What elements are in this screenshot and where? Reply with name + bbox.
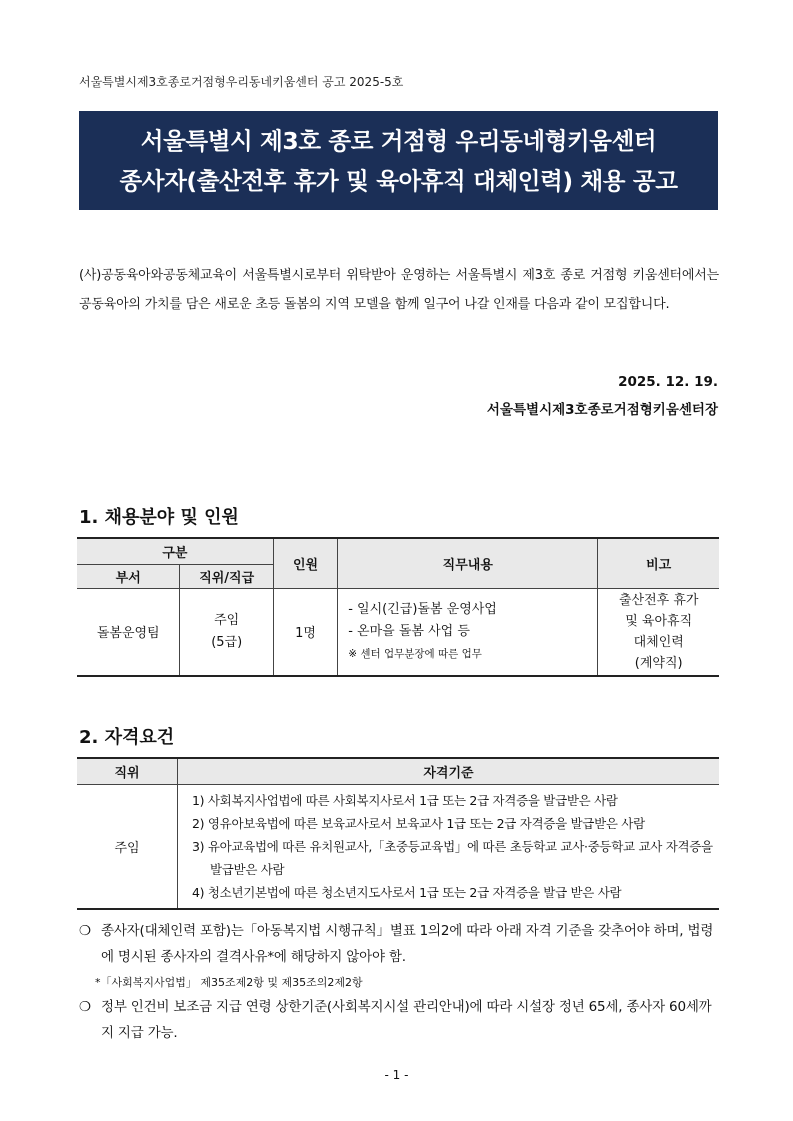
- bullet-circle-icon: ❍: [79, 923, 91, 939]
- duty-note: ※ 센터 업무분장에 따른 업무: [348, 647, 482, 660]
- qualification-table: [77, 757, 719, 910]
- header-dept: 부서: [77, 564, 180, 588]
- duty-item: - 온마을 돌봄 사업 등: [348, 623, 470, 639]
- bullet-item: [79, 918, 719, 970]
- header-position: 직위: [77, 758, 178, 784]
- remark-line: 출산전후 휴가: [618, 592, 699, 608]
- signer: 서울특별시제3호종로거점형키움센터장: [486, 402, 718, 418]
- criteria-cell: [178, 784, 720, 909]
- criteria-item: 1) 사회복지사업법에 따른 사회복지사로서 1급 또는 2급 자격증을 발급받은 사람: [192, 792, 618, 808]
- bullet-text: 정부 인건비 보조금 지급 연령 상한기준(사회복지시설 관리안내)에 따라 시설장 정년 65세, 종사자 60세까지 지급 가능.: [101, 999, 712, 1041]
- count-cell: 1명: [273, 588, 337, 676]
- bullet-text: 종사자(대체인력 포함)는「아동복지법 시행규칙」별표 1의2에 따라 아래 자격 기준을 갖추어야 하며, 법령에 명시된 종사자의 결격사유*에 해당하지 않아야 함.: [101, 923, 714, 965]
- remark-line: (계약직): [634, 655, 683, 671]
- criteria-item: 4) 청소년기본법에 따른 청소년지도사로서 1급 또는 2급 자격증을 발급 받은 사람: [192, 884, 622, 900]
- remarks-cell: [598, 588, 719, 676]
- table-row: [77, 588, 719, 676]
- remark-line: 및 육아휴직: [625, 613, 693, 629]
- position-cell: 주임: [77, 784, 178, 909]
- header-count: 인원: [273, 538, 337, 588]
- header-position: 직위/직급: [180, 564, 273, 588]
- table-row: [77, 784, 719, 909]
- criteria-item: 3) 유아교육법에 따른 유치원교사,「초중등교육법」에 따른 초등학교 교사·중등학교 교사 자격증을 발급받은 사람: [192, 838, 713, 877]
- title-line-2: 종사자(출산전후 휴가 및 육아휴직 대체인력) 채용 공고: [119, 167, 678, 195]
- section-1-title: 1. 채용분야 및 인원: [79, 507, 239, 528]
- title-banner: [79, 111, 718, 210]
- position-cell: [180, 588, 273, 676]
- page-number: - 1 -: [384, 1068, 409, 1082]
- signature-block: [487, 368, 718, 424]
- recruitment-table: [77, 537, 719, 677]
- section-2-title: 2. 자격요건: [79, 727, 175, 748]
- intro-paragraph: (사)공동육아와공동체교육이 서울특별시로부터 위탁받아 운영하는 서울특별시 제3호 종로 거점형 키움센터에서는 공동육아의 가치를 담은 새로운 초등 돌봄의 지역 모델을 함께 일구어 나갈 인재를 다음과 같이 모집합니다.: [79, 268, 719, 312]
- position-title: 주임: [214, 612, 240, 628]
- criteria-item: 2) 영유아보육법에 따른 보육교사로서 보육교사 1급 또는 2급 자격증을 발급받은 사람: [192, 815, 645, 831]
- bullet-item: [79, 994, 719, 1046]
- duty-item: - 일시(긴급)돌봄 운영사업: [348, 601, 497, 617]
- notice-number: 서울특별시제3호종로거점형우리동네키움센터 공고 2025-5호: [79, 75, 404, 89]
- header-group: 구분: [77, 538, 273, 564]
- header-remarks: 비고: [598, 538, 719, 588]
- duties-cell: [338, 588, 598, 676]
- notice-date: 2025. 12. 19.: [618, 374, 718, 390]
- dept-cell: 돌봄운영팀: [77, 588, 180, 676]
- remark-line: 대체인력: [633, 634, 684, 650]
- bullet-circle-icon: ❍: [79, 999, 91, 1015]
- title-line-1: 서울특별시 제3호 종로 거점형 우리동네형키움센터: [140, 127, 657, 155]
- header-criteria: 자격기준: [178, 758, 720, 784]
- header-duties: 직무내용: [338, 538, 598, 588]
- position-grade: (5급): [211, 634, 243, 650]
- footnote: *「사회복지사업법」 제35조제2항 및 제35조의2제2항: [95, 976, 363, 989]
